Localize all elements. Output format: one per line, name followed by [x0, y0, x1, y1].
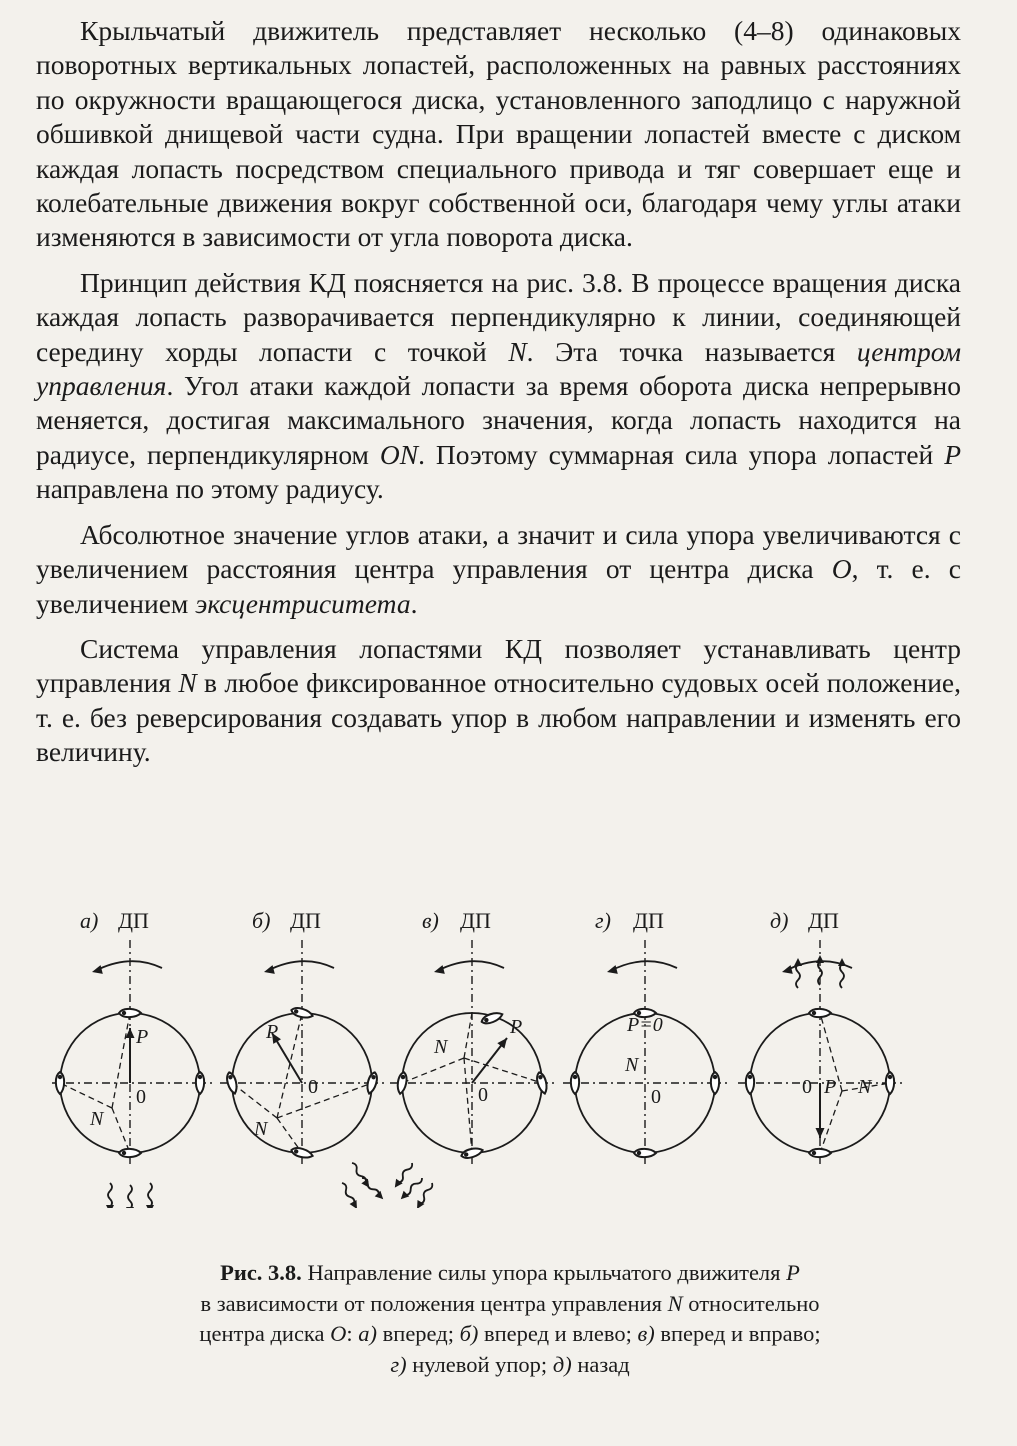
water-jet-path	[108, 1183, 112, 1207]
control-line	[464, 1058, 472, 1153]
blade-outline	[480, 1010, 504, 1025]
panel-letter: а)	[80, 908, 99, 933]
water-jet-tip	[392, 1179, 403, 1190]
caption-label: Рис. 3.8.	[220, 1260, 302, 1285]
paragraph-4	[36, 632, 961, 770]
blade	[711, 1072, 719, 1094]
caption-var: O	[330, 1321, 347, 1346]
rotation-arrow-head	[782, 965, 793, 974]
caption-text: Направление силы упора крыльчатого движителя	[301, 1260, 787, 1285]
rotation-arrow-head	[92, 965, 103, 974]
water-jet-path	[148, 1183, 152, 1207]
water-jet-path	[796, 964, 800, 988]
caption-text: вперед и влево;	[478, 1321, 638, 1346]
force-label-p: P=0	[627, 1014, 663, 1036]
rotation-arrow	[267, 961, 334, 971]
blade	[535, 1071, 549, 1094]
rotation-arrow-head	[434, 965, 445, 974]
thrust-vector-p-head	[126, 1028, 135, 1038]
control-line	[60, 1083, 112, 1108]
blade	[809, 1149, 831, 1157]
blade-outline	[225, 1071, 239, 1094]
blade	[290, 1146, 313, 1160]
blade-pivot	[122, 1011, 126, 1015]
caption-letter: а)	[358, 1321, 378, 1346]
water-jet-tip	[146, 1205, 154, 1208]
italic-var: O	[831, 553, 852, 585]
blade	[119, 1149, 141, 1157]
axis-label-dp: ДП	[460, 908, 491, 933]
water-jet-tip	[816, 955, 824, 963]
blade	[809, 1009, 831, 1017]
water-jet	[146, 1183, 154, 1208]
control-line	[277, 1083, 372, 1118]
text-run: Абсолютное значение углов атаки, а значит и сила упора увеличиваются с увеличением расстояния центра управления от центра диска	[36, 518, 961, 585]
control-line	[112, 1108, 130, 1153]
caption-text: вперед;	[377, 1321, 460, 1346]
blade-pivot	[713, 1075, 717, 1079]
blade	[365, 1071, 379, 1094]
water-jet-tip	[350, 1200, 361, 1208]
text-run: Принцип действия КД поясняется на рис. 3.8. В процессе вращения диска каждая лопасть разворачивается перпендикулярно к линии, соединяющей середину хорды лопасти с точкой	[36, 266, 961, 367]
blade-pivot	[573, 1075, 577, 1079]
blade	[56, 1072, 64, 1094]
caption-letter: г)	[390, 1351, 407, 1377]
blade	[119, 1009, 141, 1017]
control-center-label-n: N	[625, 1054, 639, 1076]
blade	[290, 1006, 313, 1020]
water-jet-path	[128, 1185, 132, 1208]
disc-center-label-o: 0	[308, 1076, 318, 1098]
force-label-p: P	[824, 1076, 837, 1098]
paragraph-2	[36, 266, 961, 507]
text-run: , т. е. с увеличением	[36, 553, 961, 619]
blade-outline	[290, 1146, 313, 1160]
caption-text: относительно	[682, 1290, 820, 1316]
panel-letter: б)	[252, 908, 271, 933]
text-run: . Поэтому суммарная сила упора лопастей	[418, 438, 945, 470]
blade	[225, 1071, 239, 1094]
axis-label-dp: ДП	[808, 908, 839, 933]
blade-pivot	[58, 1075, 62, 1079]
caption-var: N	[667, 1290, 683, 1316]
water-jet-path	[840, 964, 844, 988]
blade	[571, 1072, 579, 1094]
blade-pivot	[748, 1075, 752, 1079]
water-jet-tip	[398, 1191, 409, 1202]
blade-pivot	[122, 1151, 126, 1155]
caption-letter: б)	[459, 1321, 479, 1346]
control-line	[277, 1013, 302, 1118]
force-label-p: P	[510, 1016, 523, 1038]
paragraph-3	[36, 518, 961, 621]
axis-label-dp: ДП	[633, 908, 664, 933]
text-run: . Эта точка называется	[526, 335, 857, 367]
water-jet-tip	[106, 1205, 114, 1208]
control-line	[112, 1013, 130, 1108]
body-text	[36, 14, 961, 781]
italic-term: эксцентриситета	[195, 587, 411, 619]
rotation-arrow-head	[264, 965, 275, 974]
italic-var: N	[178, 667, 197, 699]
blade	[396, 1071, 408, 1094]
panel-letter: г)	[595, 908, 611, 933]
control-center-label-n: N	[858, 1076, 872, 1098]
blade	[460, 1146, 483, 1160]
thrust-vector-p-head	[816, 1128, 825, 1138]
italic-term: центром управления	[36, 335, 961, 402]
force-label-p: P	[136, 1026, 149, 1048]
control-line	[820, 1091, 842, 1153]
water-jet	[126, 1185, 134, 1208]
figure-diagram	[52, 898, 952, 1208]
water-jet-path	[361, 1177, 381, 1197]
water-jet	[339, 1181, 361, 1208]
rotation-arrow	[610, 961, 677, 971]
blade-outline	[396, 1071, 408, 1094]
blade	[886, 1072, 894, 1094]
text-run: в любое фиксированное относительно судовых осей положение, т. е. без реверсирования создавать упор в любом направлении и изменять его величину.	[36, 667, 961, 768]
water-jet	[794, 958, 802, 988]
water-jet-path	[418, 1182, 433, 1205]
water-jet-path	[350, 1162, 367, 1184]
caption-letter: в)	[637, 1321, 655, 1346]
water-jet-path	[404, 1177, 424, 1197]
text-run: Система управления лопастями КД позволяет устанавливать центр управления	[36, 632, 961, 699]
panel-letter: д)	[770, 908, 789, 933]
panel-letter: в)	[422, 908, 439, 933]
control-center-label-n: N	[90, 1108, 104, 1130]
force-label-p: P	[266, 1021, 279, 1043]
disc-center-label-o: 0	[651, 1086, 661, 1108]
control-center-label-n: N	[254, 1118, 268, 1140]
blade-pivot	[812, 1151, 816, 1155]
axis-label-dp: ДП	[118, 908, 149, 933]
blade-outline	[535, 1071, 549, 1094]
blade	[480, 1010, 504, 1025]
disc-center-label-o: 0	[478, 1084, 488, 1106]
blade-pivot	[198, 1075, 202, 1079]
blade-outline	[290, 1006, 313, 1020]
control-line	[402, 1058, 464, 1083]
caption-letter: д)	[552, 1351, 572, 1377]
control-line	[464, 1013, 472, 1058]
water-jet-path	[397, 1162, 414, 1184]
caption-var: P	[786, 1260, 800, 1285]
water-jet	[349, 1161, 373, 1190]
axis-label-dp: ДП	[290, 908, 321, 933]
blade-outline	[365, 1071, 379, 1094]
water-jet	[359, 1175, 386, 1202]
figure-caption	[100, 1258, 920, 1380]
italic-var: P	[944, 438, 961, 470]
italic-var: N	[508, 335, 527, 367]
text-run: направлена по этому радиусу.	[36, 473, 384, 505]
paragraph-1: Крыльчатый движитель представляет несколько (4–8) одинаковых поворотных вертикальных лопастей, расположенных на равных расстояниях по окружности вращающегося диска, установленного заподлицо с наружной обшивкой днищевой части судна. При вращении лопастей вместе с диском каждая лопасть посредством специального привода и тяг совершает еще и колебательные движения вокруг собственной оси, благодаря чему углы атаки изменяются в зависимости от угла поворота диска.	[36, 15, 961, 253]
caption-text: центра диска	[199, 1321, 331, 1346]
water-jet-tip	[838, 958, 846, 966]
caption-text: вперед и вправо;	[654, 1321, 821, 1346]
caption-text: нулевой упор;	[406, 1351, 553, 1377]
blade	[196, 1072, 204, 1094]
italic-var: ON	[379, 438, 419, 470]
control-center-label-n: N	[434, 1036, 448, 1058]
blade-pivot	[637, 1151, 641, 1155]
blade-pivot	[812, 1011, 816, 1015]
caption-text: в зависимости от положения центра управления	[200, 1290, 668, 1316]
rotation-arrow	[95, 961, 162, 971]
rotation-arrow	[437, 961, 504, 971]
caption-text: назад	[571, 1351, 630, 1377]
water-jet-tip	[794, 958, 802, 966]
text-run: . Угол атаки каждой лопасти за время оборота диска непрерывно меняется, достигая максимального значения, когда лопасть находится на радиусе, перпендикулярном	[36, 370, 961, 470]
water-jet	[414, 1181, 436, 1208]
disc-center-label-o: 0	[802, 1076, 812, 1098]
figure-3-8	[52, 898, 952, 1208]
disc-center-label-o: 0	[136, 1086, 146, 1108]
water-jet-tip	[375, 1191, 386, 1202]
blade	[634, 1149, 656, 1157]
water-jet-path	[340, 1182, 355, 1205]
caption-text: :	[346, 1321, 359, 1346]
water-jet-tip	[126, 1207, 134, 1208]
text-run: .	[410, 587, 418, 619]
blade-outline	[460, 1146, 483, 1160]
blade	[746, 1072, 754, 1094]
water-jet	[106, 1183, 114, 1208]
rotation-arrow-head	[607, 965, 618, 974]
blade-pivot	[888, 1075, 892, 1079]
